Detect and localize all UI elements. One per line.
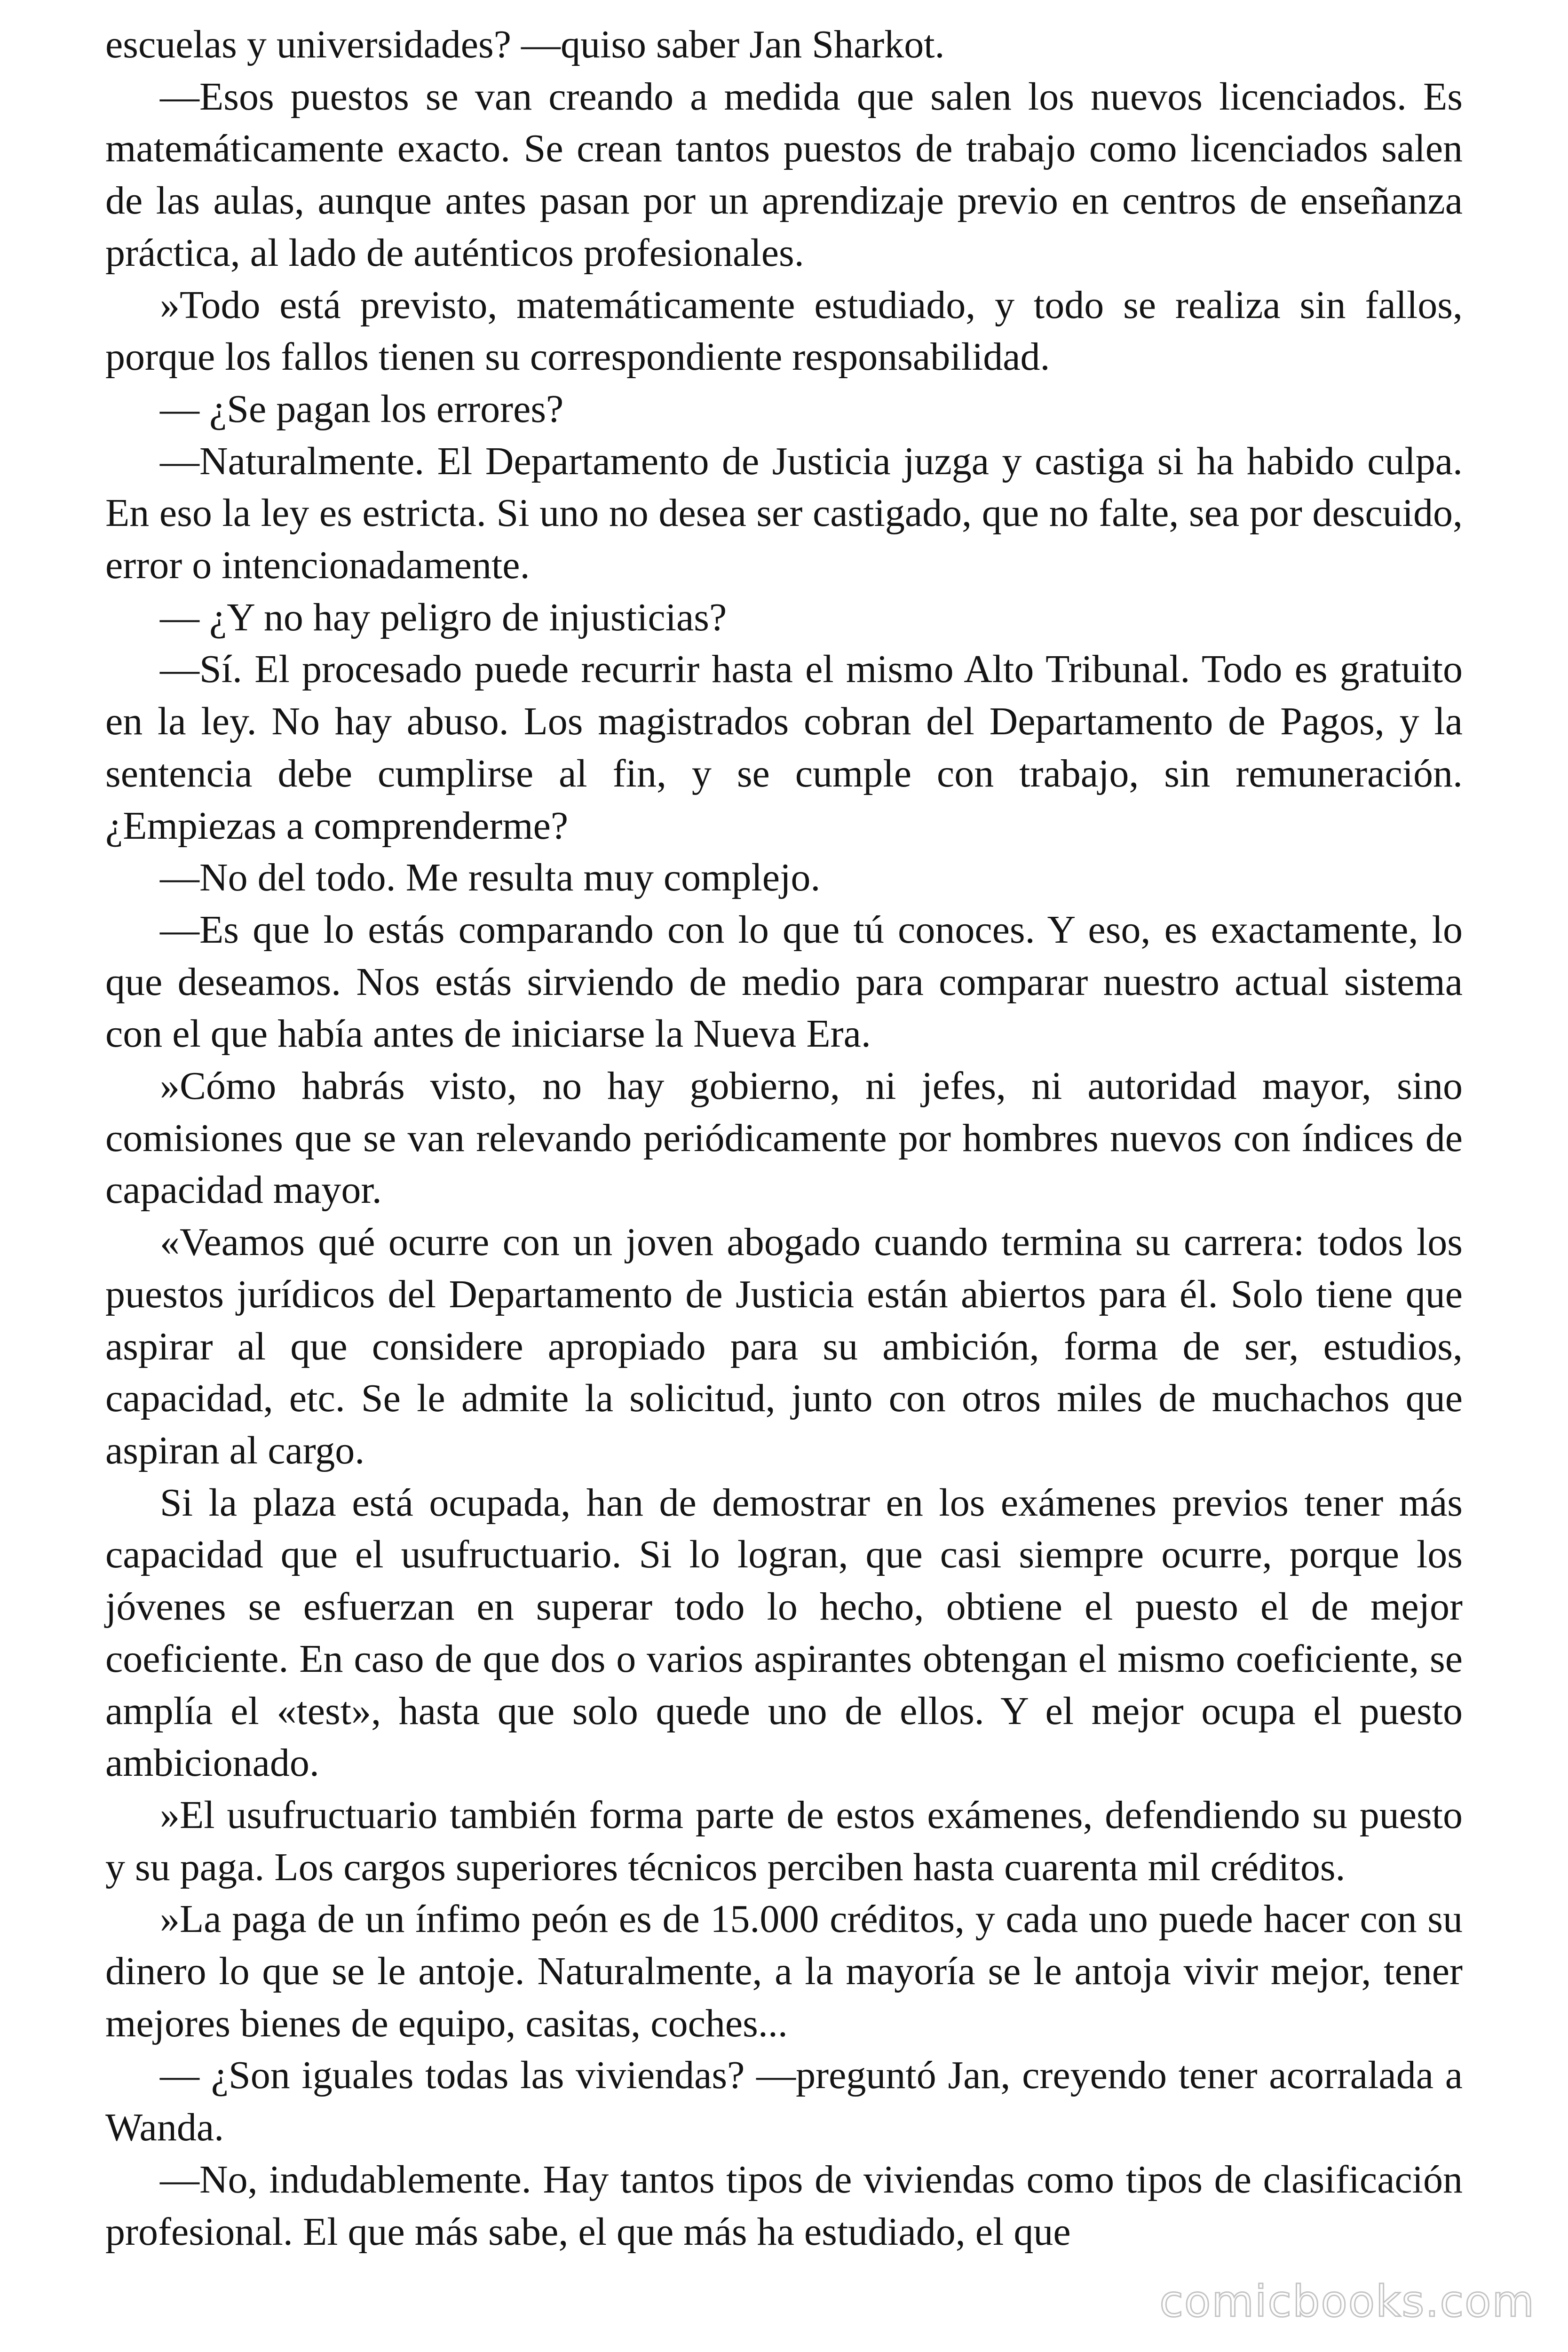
paragraph: — ¿Son iguales todas las viviendas? —preguntó Jan, creyendo tener acorralada a Wanda.	[105, 2053, 1463, 2150]
paragraph: — ¿Y no hay peligro de injusticias?	[160, 595, 727, 639]
paragraph: escuelas y universidades? —quiso saber Jan Sharkot.	[105, 23, 945, 66]
paragraph: —No, indudablemente. Hay tantos tipos de viviendas como tipos de clasificación profesional. El que más sabe, el que más ha estudiado, el que	[105, 2157, 1463, 2254]
paragraph: —No del todo. Me resulta muy complejo.	[160, 856, 821, 900]
paragraph: Si la plaza está ocupada, han de demostrar en los exámenes previos tener más capacidad que el usufructuario. Si lo logran, que casi siempre ocurre, porque los jóvenes se esfuerzan en superar todo lo hecho, obtiene el puesto el de mejor coeficiente. En caso de que dos o varios aspirantes obtengan el mismo coeficiente, se amplía el «test», hasta que solo quede uno de ellos. Y el mejor ocupa el puesto ambicionado.	[105, 1480, 1463, 1785]
paragraph: »La paga de un ínfimo peón es de 15.000 créditos, y cada uno puede hacer con su dinero lo que se le antoje. Naturalmente, a la mayoría se le antoja vivir mejor, tener mejores bienes de equipo, casitas, coches...	[105, 1897, 1463, 2045]
paragraph: »El usufructuario también forma parte de estos exámenes, defendiendo su puesto y su paga. Los cargos superiores técnicos perciben hasta cuarenta mil créditos.	[105, 1793, 1463, 1889]
watermark: comicbooks.com	[1159, 2276, 1535, 2327]
paragraph: —Naturalmente. El Departamento de Justicia juzga y castiga si ha habido culpa. En eso la ley es estricta. Si uno no desea ser castigado, que no falte, sea por descuido, error o intencionadamente.	[105, 439, 1463, 588]
paragraph: «Veamos qué ocurre con un joven abogado cuando termina su carrera: todos los puestos jurídicos del Departamento de Justicia están abiertos para él. Solo tiene que aspirar al que considere apropiado para su ambición, forma de ser, estudios, capacidad, etc. Se le admite la solicitud, junto con otros miles de muchachos que aspiran al cargo.	[105, 1220, 1463, 1472]
paragraph: —Sí. El procesado puede recurrir hasta el mismo Alto Tribunal. Todo es gratuito en la ley. No hay abuso. Los magistrados cobran del Departamento de Pagos, y la sentencia debe cumplirse al fin, y se cumple con trabajo, sin remuneración. ¿Empiezas a comprenderme?	[105, 647, 1463, 848]
paragraph: —Es que lo estás comparando con lo que tú conoces. Y eso, es exactamente, lo que deseamos. Nos estás sirviendo de medio para comparar nuestro actual sistema con el que había antes de iniciarse la Nueva Era.	[105, 907, 1463, 1056]
paragraph: »Todo está previsto, matemáticamente estudiado, y todo se realiza sin fallos, porque los fallos tienen su correspondiente responsabilidad.	[105, 283, 1463, 379]
paragraph: —Esos puestos se van creando a medida que salen los nuevos licenciados. Es matemáticamente exacto. Se crean tantos puestos de trabajo como licenciados salen de las aulas, aunque antes pasan por un aprendizaje previo en centros de enseñanza práctica, al lado de auténticos profesionales.	[105, 74, 1463, 275]
page-text	[105, 19, 1463, 2258]
paragraph: »Cómo habrás visto, no hay gobierno, ni jefes, ni autoridad mayor, sino comisiones que se van relevando periódicamente por hombres nuevos con índices de capacidad mayor.	[105, 1064, 1463, 1212]
paragraph: — ¿Se pagan los errores?	[160, 387, 564, 431]
